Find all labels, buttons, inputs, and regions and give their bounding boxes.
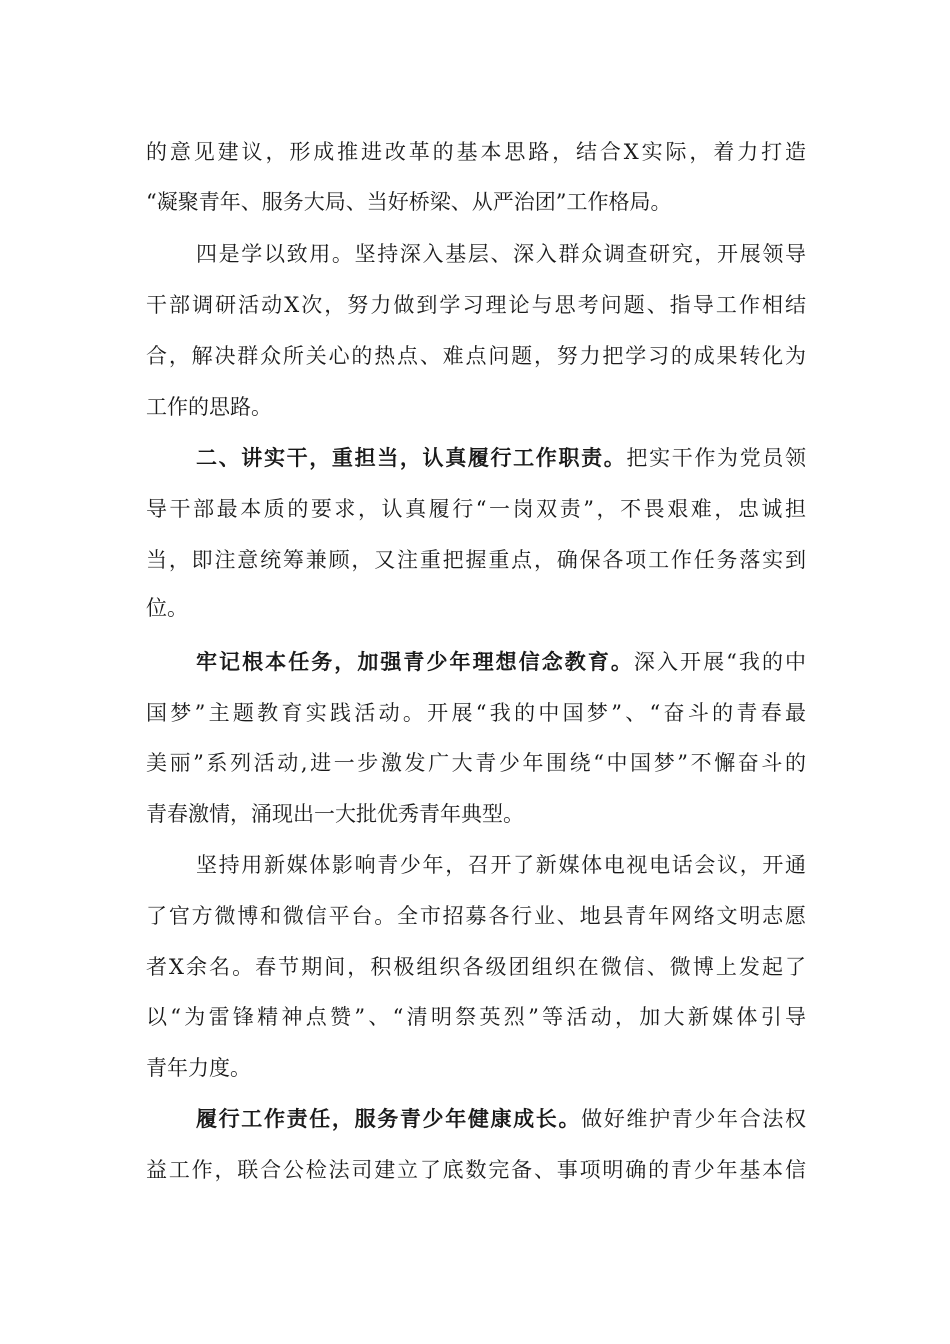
- text-run: 深入开展“我的中: [633, 650, 806, 674]
- subheading: 牢记根本任务，加强青少年理想信念教育。: [196, 649, 634, 674]
- text-run: 做好维护青少年合法权: [581, 1107, 806, 1131]
- text-line: 的意见建议，形成推进改革的基本思路，结合X实际，着力打造: [146, 140, 806, 164]
- text-line: 位。: [146, 596, 188, 620]
- text-line: 益工作，联合公检法司建立了底数完备、事项明确的青少年基本信: [146, 1158, 806, 1182]
- subheading: 履行工作责任，服务青少年健康成长。: [196, 1106, 582, 1131]
- text-line: 美丽”系列活动,进一步激发广大青少年围绕“中国梦”不懈奋斗的: [146, 751, 806, 775]
- text-line: 国梦”主题教育实践活动。开展“我的中国梦”、“奋斗的青春最: [146, 701, 806, 725]
- text-line: 合，解决群众所关心的热点、难点问题，努力把学习的成果转化为: [146, 344, 806, 368]
- section-heading: 二、讲实干，重担当，认真履行工作职责。: [196, 445, 627, 470]
- text-line: 青春激情，涌现出一大批优秀青年典型。: [146, 802, 524, 826]
- text-line: 了官方微博和微信平台。全市招募各行业、地县青年网络文明志愿: [146, 904, 806, 928]
- text-run: 把实干作为党员领: [626, 446, 806, 470]
- subheading-line: [196, 1102, 806, 1136]
- section-heading-line: [196, 441, 806, 475]
- text-line: 四是学以致用。坚持深入基层、深入群众调查研究，开展领导: [196, 242, 806, 266]
- subheading-line: [196, 645, 806, 679]
- text-line: 青年力度。: [146, 1056, 251, 1080]
- text-line: 工作的思路。: [146, 395, 272, 419]
- text-line: 导干部最本质的要求，认真履行“一岗双责”，不畏艰难，忠诚担: [146, 497, 806, 521]
- text-line: 坚持用新媒体影响青少年，召开了新媒体电视电话会议，开通: [196, 853, 806, 877]
- text-line: 当，即注意统筹兼顾，又注重把握重点，确保各项工作任务落实到: [146, 548, 806, 572]
- text-line: 者X余名。春节期间，积极组织各级团组织在微信、微博上发起了: [146, 955, 806, 979]
- text-line: “凝聚青年、服务大局、当好桥梁、从严治团”工作格局。: [146, 190, 672, 214]
- text-line: 以“为雷锋精神点赞”、“清明祭英烈”等活动，加大新媒体引导: [146, 1005, 806, 1029]
- text-line: 干部调研活动X次，努力做到学习理论与思考问题、指导工作相结: [146, 293, 806, 317]
